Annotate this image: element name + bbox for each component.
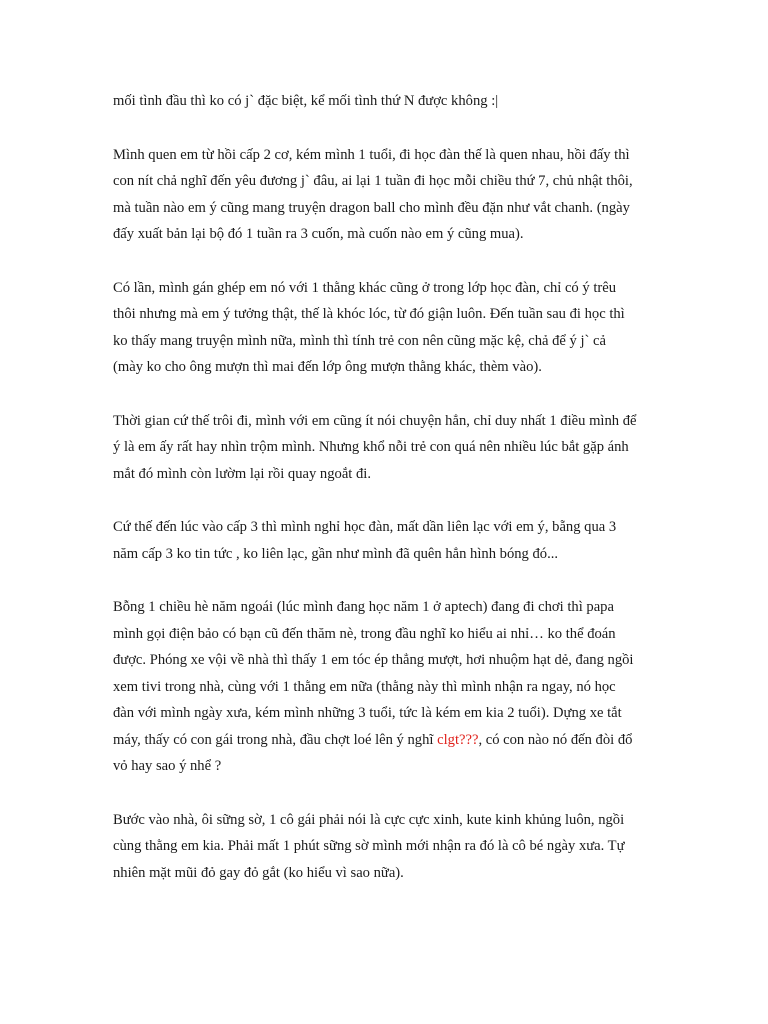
- paragraph-intro: [113, 88, 661, 115]
- text-line: Có lần, mình gán ghép em nó với 1 thằng khác cũng ở trong lớp học đàn, chỉ có ý trêu: [113, 279, 617, 296]
- text-line: Thời gian cứ thế trôi đi, mình với em cũng ít nói chuyện hẳn, chỉ duy nhất 1 điều mình để: [113, 412, 637, 429]
- text-line: được. Phóng xe vội về nhà thì thấy 1 em tóc ép thẳng mượt, hơi nhuộm hạt dẻ, đang ngồi: [113, 652, 634, 668]
- document-body: [113, 88, 661, 913]
- text-line: vỏ hay sao ý nhể ?: [113, 758, 222, 774]
- paragraph-entering-house: [113, 807, 661, 887]
- paragraph-teasing: [113, 275, 661, 381]
- text-line: Bước vào nhà, ôi sững sờ, 1 cô gái phải nói là cực cực xinh, kute kinh khủng luôn, ngồi: [113, 811, 625, 828]
- text-line: năm cấp 3 ko tin tức , ko liên lạc, gần như mình đã quên hẳn hình bóng đó...: [113, 545, 559, 562]
- text-line: mắt đó mình còn lườm lại rồi quay ngoắt đi.: [113, 465, 372, 482]
- highlighted-text: clgt???: [437, 731, 479, 748]
- text-line: ko thấy mang truyện mình nữa, mình thì tính trẻ con nên cũng mặc kệ, chả để ý j` cả: [113, 332, 607, 349]
- text-line: đấy xuất bản lại bộ đó 1 tuần ra 3 cuốn, mà cuốn nào em ý cũng mua).: [113, 226, 524, 242]
- text-line: mối tình đầu thì ko có j` đặc biệt, kể mối tình thứ N được không :|: [113, 93, 499, 109]
- text-line: mà tuần nào em ý cũng mang truyện dragon ball cho mình đều đặn như vắt chanh. (ngày: [113, 199, 630, 216]
- text-line: nhiên mặt mũi đỏ gay đỏ gắt (ko hiểu vì sao nữa).: [113, 864, 404, 881]
- text-line: xem tivi trong nhà, cùng với 1 thằng em nữa (thằng này thì mình nhận ra ngay, nó học: [113, 678, 616, 695]
- text-line: Mình quen em từ hồi cấp 2 cơ, kém mình 1 tuổi, đi học đàn thế là quen nhau, hồi đấy thì: [113, 146, 630, 163]
- text-line: cùng thằng em kia. Phải mất 1 phút sững sờ mình mới nhận ra đó là cô bé ngày xưa. Tự: [113, 838, 625, 854]
- text-line: (mày ko cho ông mượn thì mai đến lớp ông mượn thằng khác, thèm vào).: [113, 359, 542, 375]
- text-line: Cứ thế đến lúc vào cấp 3 thì mình nghỉ học đàn, mất dần liên lạc với em ý, bẵng qua 3: [113, 519, 617, 535]
- text-segment: , có con nào nó đến đòi đổ: [478, 731, 633, 748]
- text-line: ý là em ấy rất hay nhìn trộm mình. Nhưng khổ nỗi trẻ con quá nên nhiều lúc bắt gặp ánh: [113, 439, 629, 455]
- text-line: mình gọi điện bảo có bạn cũ đến thăm nè, trong đầu nghĩ ko hiểu ai nhỉ… ko thể đoán: [113, 625, 616, 642]
- text-line-with-highlight: [113, 727, 661, 754]
- text-line: thôi nhưng mà em ý tưởng thật, thế là khóc lóc, từ đó giận luôn. Đến tuần sau đi học thì: [113, 306, 625, 322]
- paragraph-time-passing: [113, 408, 661, 488]
- text-line: đàn với mình ngày xưa, kém mình những 3 tuổi, tức là kém em kia 2 tuổi). Dựng xe tắt: [113, 705, 622, 721]
- paragraph-reunion: [113, 594, 661, 780]
- text-line: con nít chả nghĩ đến yêu đương j` đâu, ai lại 1 tuần đi học mỗi chiều thứ 7, chủ nhật thôi,: [113, 173, 633, 189]
- text-segment: máy, thấy có con gái trong nhà, đầu chợt loé lên ý nghĩ: [113, 731, 438, 748]
- paragraph-high-school: [113, 514, 661, 567]
- paragraph-meeting: [113, 142, 661, 248]
- text-line: Bỗng 1 chiều hè năm ngoái (lúc mình đang học năm 1 ở aptech) đang đi chơi thì papa: [113, 599, 614, 615]
